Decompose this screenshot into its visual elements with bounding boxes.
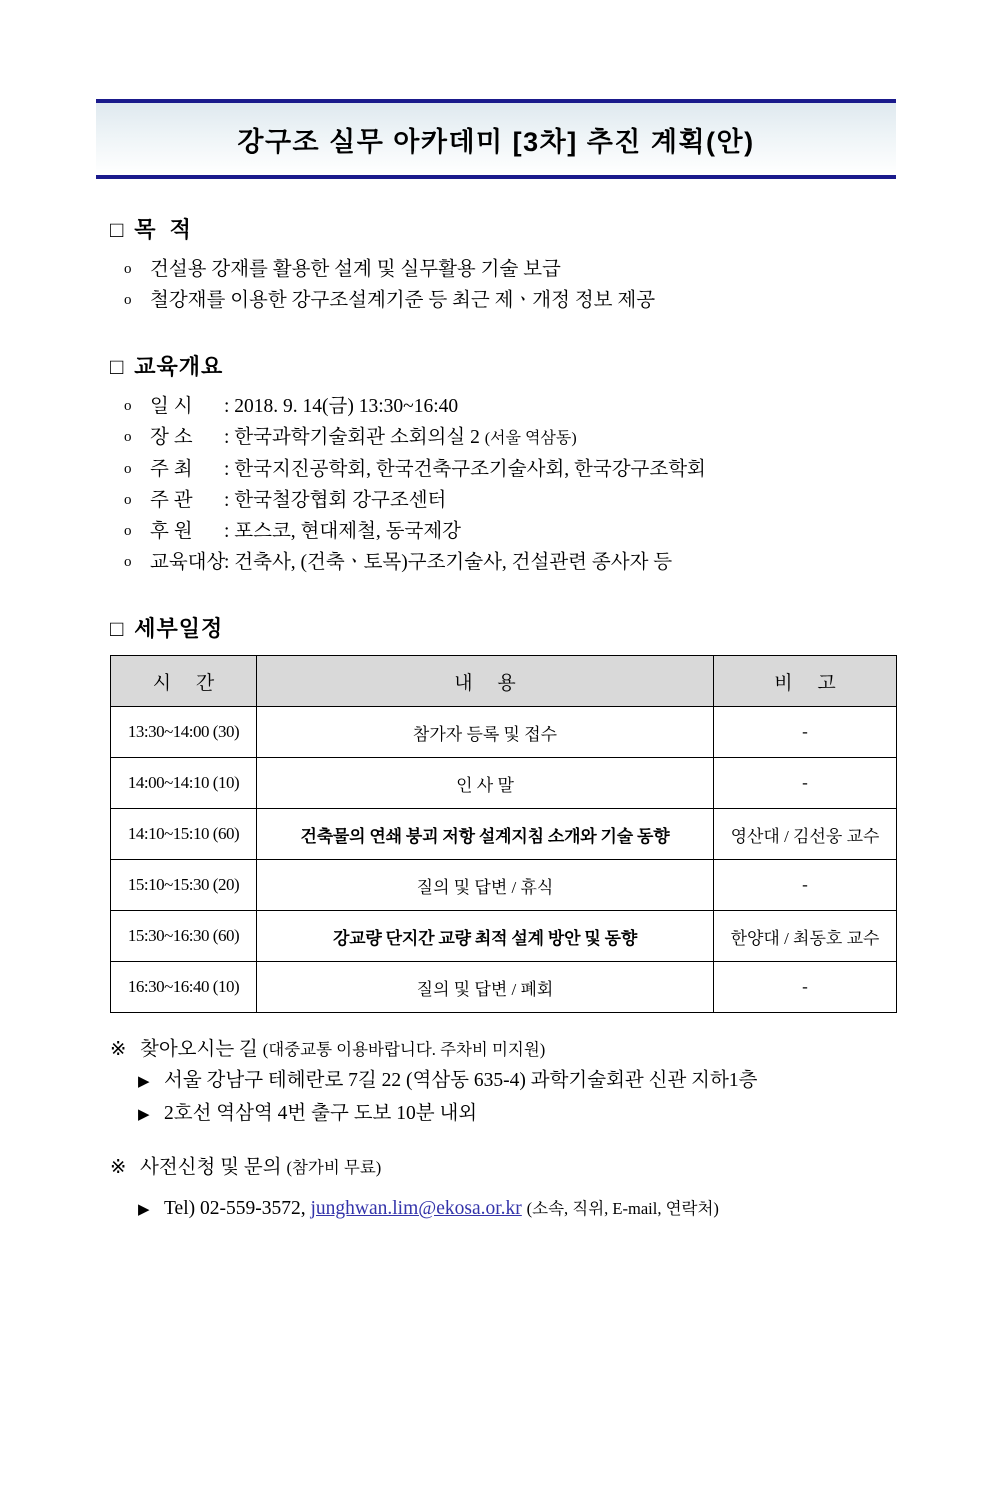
section-heading-schedule-text: 세부일정 <box>134 616 224 641</box>
list-item-separator: : <box>224 427 230 448</box>
section-contact <box>110 1153 992 1226</box>
list-item <box>124 422 992 454</box>
list-item <box>124 254 992 285</box>
contact-email-link[interactable]: junghwan.lim@ekosa.or.kr <box>310 1198 522 1219</box>
list-bullet-icon: o <box>124 429 132 445</box>
cell-note: 영산대 / 김선웅 교수 <box>714 809 897 860</box>
list-item-text: 건설용 강재를 활용한 설계 및 실무활용 기술 보급 <box>150 259 561 280</box>
list-item-label: 장 소 <box>150 427 193 448</box>
list-item <box>138 1065 992 1098</box>
section-overview <box>110 350 992 578</box>
cell-note: 한양대 / 최동호 교수 <box>714 911 897 962</box>
list-item-label: 후 원 <box>150 521 193 542</box>
section-schedule <box>110 612 992 643</box>
list-bullet-icon: o <box>124 261 132 277</box>
section-heading-overview <box>110 350 992 381</box>
table-row <box>111 758 897 809</box>
list-item-separator: : <box>224 521 230 542</box>
schedule-table-wrapper <box>110 655 992 1013</box>
list-item <box>124 516 992 547</box>
list-bullet-icon: o <box>124 554 132 570</box>
list-item <box>124 485 992 516</box>
list-item-separator: : <box>224 459 230 480</box>
cell-content: 인 사 말 <box>257 758 714 809</box>
list-item-label: 주 관 <box>150 490 193 511</box>
triangle-bullet-icon: ▶ <box>138 1107 150 1123</box>
list-item-text: 서울 강남구 테헤란로 7길 22 (역삼동 635-4) 과학기술회관 신관 지하1층 <box>164 1070 758 1091</box>
section-bullet-box-icon: □ <box>110 217 125 242</box>
asterisk-icon: ※ <box>110 1157 127 1178</box>
cell-time: 14:00~14:10 (10) <box>111 758 257 809</box>
section-heading-overview-text: 교육개요 <box>134 354 224 379</box>
list-bullet-icon: o <box>124 492 132 508</box>
contact-heading-note: (참가비 무료) <box>286 1158 382 1177</box>
column-header-note: 비 고 <box>714 656 897 707</box>
list-item <box>124 547 992 578</box>
triangle-bullet-icon: ▶ <box>138 1074 150 1090</box>
section-heading-purpose <box>110 213 992 244</box>
list-item-text: 한국과학기술회관 소회의실 2 <box>234 427 480 448</box>
list-bullet-icon: o <box>124 292 132 308</box>
cell-time: 14:10~15:10 (60) <box>111 809 257 860</box>
list-item-text: 한국지진공학회, 한국건축구조기술사회, 한국강구조학회 <box>234 459 706 480</box>
list-item-label: 주 최 <box>150 459 193 480</box>
asterisk-icon: ※ <box>110 1039 127 1060</box>
section-directions <box>110 1035 992 1131</box>
directions-heading-text: 찾아오시는 길 <box>140 1039 258 1060</box>
contact-tel: Tel) 02-559-3572, <box>164 1198 306 1219</box>
cell-note: - <box>714 707 897 758</box>
contact-email-note: (소속, 직위, E-mail, 연락처) <box>526 1199 719 1218</box>
list-item <box>138 1098 992 1131</box>
contact-heading <box>110 1153 992 1183</box>
cell-content: 질의 및 답변 / 폐회 <box>257 962 714 1013</box>
cell-content: 참가자 등록 및 접수 <box>257 707 714 758</box>
list-bullet-icon: o <box>124 461 132 477</box>
cell-time: 13:30~14:00 (30) <box>111 707 257 758</box>
section-heading-purpose-b: 적 <box>169 217 192 242</box>
list-bullet-icon: o <box>124 523 132 539</box>
directions-heading-note: (대중교통 이용바랍니다. 주차비 미지원) <box>262 1040 546 1059</box>
section-bullet-box-icon: □ <box>110 616 125 641</box>
contact-line <box>138 1193 992 1226</box>
list-item-text: 포스코, 현대제철, 동국제강 <box>234 521 462 542</box>
list-item-text: 철강재를 이용한 강구조설계기준 등 최근 제ㆍ개정 정보 제공 <box>150 290 656 311</box>
list-item-separator: : <box>224 490 230 511</box>
document-title-banner <box>96 99 896 179</box>
cell-time: 15:10~15:30 (20) <box>111 860 257 911</box>
table-row <box>111 860 897 911</box>
cell-content: 건축물의 연쇄 붕괴 저항 설계지침 소개와 기술 동향 <box>257 809 714 860</box>
page-title: 강구조 실무 아카데미 [3차] 추진 계획(안) <box>237 126 755 157</box>
list-item-label: 일 시 <box>150 396 193 417</box>
cell-note: - <box>714 962 897 1013</box>
section-bullet-box-icon: □ <box>110 354 125 379</box>
column-header-content: 내 용 <box>257 656 714 707</box>
schedule-table <box>110 655 897 1013</box>
list-item <box>124 454 992 485</box>
list-item-text: 2018. 9. 14(금) 13:30~16:40 <box>234 396 459 417</box>
list-item-separator: : <box>224 396 230 417</box>
contact-heading-text: 사전신청 및 문의 <box>140 1157 282 1178</box>
section-heading-schedule <box>110 612 992 643</box>
list-item-text: 건축사, (건축ㆍ토목)구조기술사, 건설관련 종사자 등 <box>234 552 673 573</box>
cell-note: - <box>714 758 897 809</box>
list-item-text: 한국철강협회 강구조센터 <box>234 490 447 511</box>
list-item <box>124 391 992 422</box>
section-heading-purpose-a: 목 <box>134 217 170 242</box>
table-row <box>111 962 897 1013</box>
cell-note: - <box>714 860 897 911</box>
list-item-note: (서울 역삼동) <box>484 430 577 447</box>
cell-content: 질의 및 답변 / 휴식 <box>257 860 714 911</box>
table-row <box>111 809 897 860</box>
list-item-text: 2호선 역삼역 4번 출구 도보 10분 내외 <box>164 1103 478 1124</box>
list-item-separator: : <box>224 552 230 573</box>
list-item <box>124 285 992 316</box>
table-row <box>111 707 897 758</box>
column-header-time: 시 간 <box>111 656 257 707</box>
list-bullet-icon: o <box>124 398 132 414</box>
triangle-bullet-icon: ▶ <box>138 1202 150 1218</box>
list-item-label: 교육대상 <box>150 552 226 573</box>
table-row <box>111 911 897 962</box>
document-page <box>0 99 992 1502</box>
cell-content: 강교량 단지간 교량 최적 설계 방안 및 동향 <box>257 911 714 962</box>
cell-time: 15:30~16:30 (60) <box>111 911 257 962</box>
table-header-row <box>111 656 897 707</box>
directions-heading <box>110 1035 992 1065</box>
section-purpose <box>110 213 992 316</box>
cell-time: 16:30~16:40 (10) <box>111 962 257 1013</box>
